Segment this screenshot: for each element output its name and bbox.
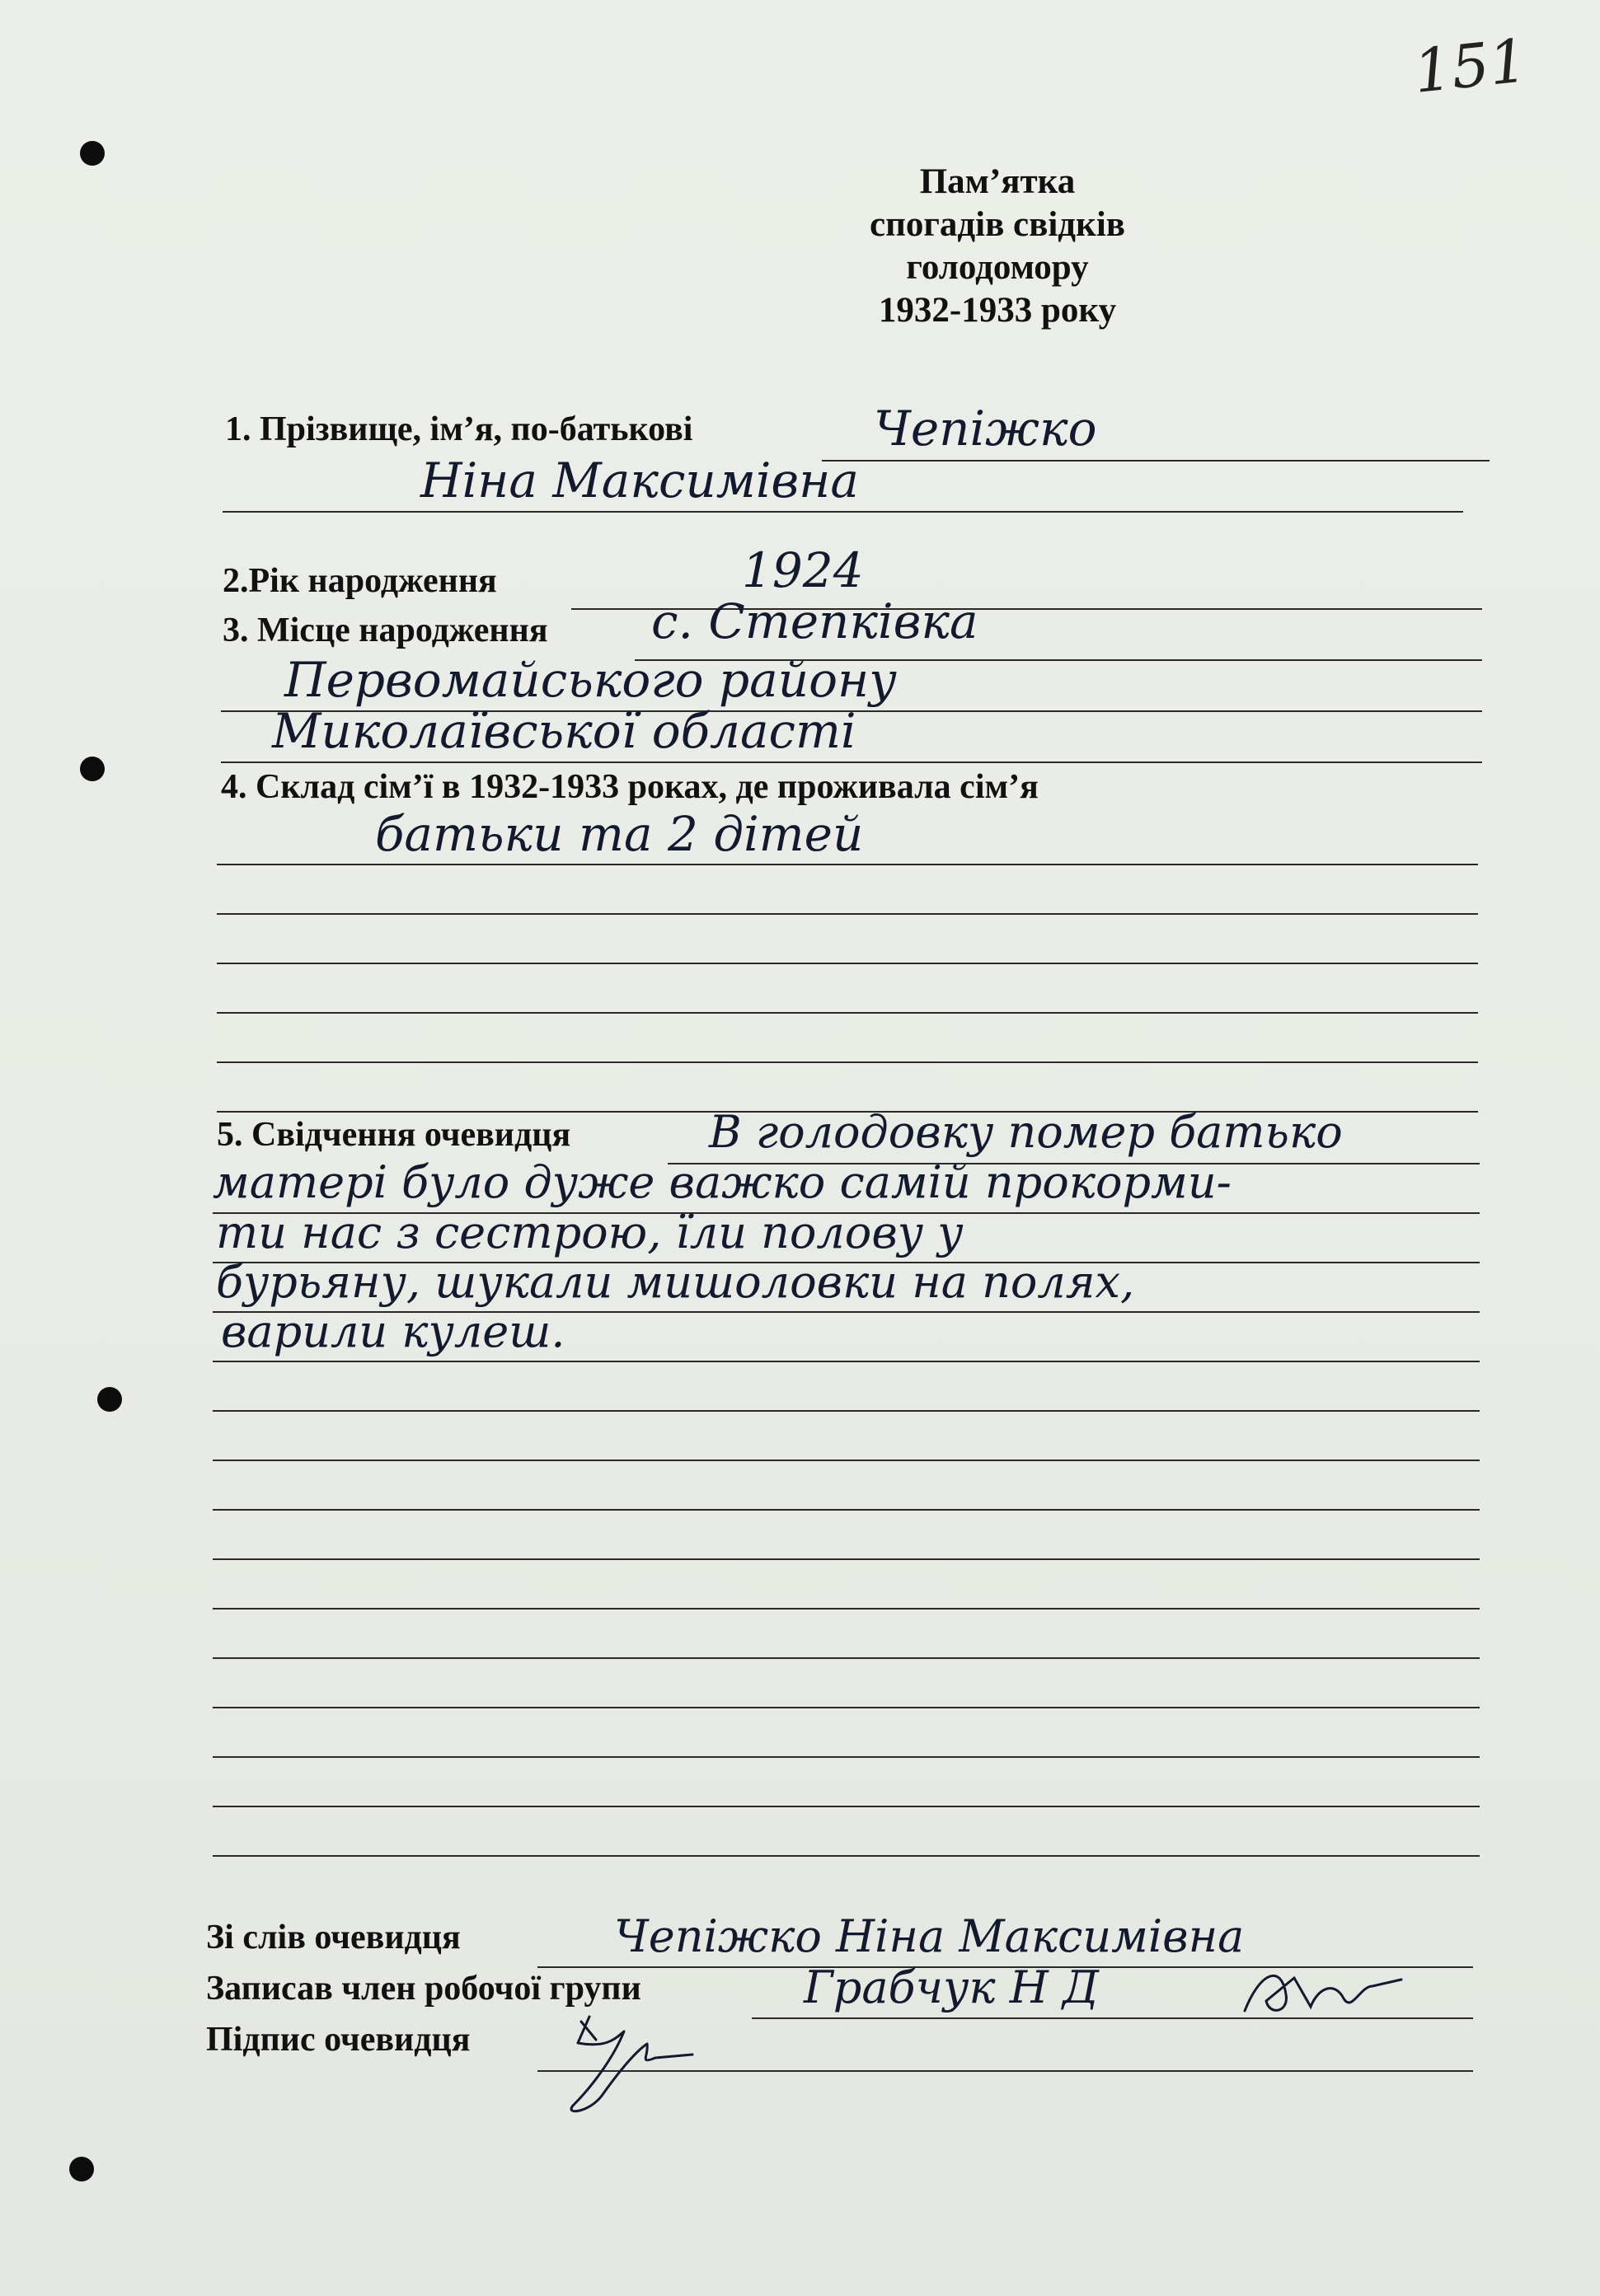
testimony-line-4-handwritten: бурьяну, шукали мишоловки на полях, — [216, 1256, 1135, 1308]
underline — [217, 1012, 1478, 1014]
underline — [217, 864, 1478, 865]
name-surname-handwritten: Чепіжко — [874, 401, 1097, 457]
archive-number: 151 — [1410, 26, 1531, 106]
underline — [217, 913, 1478, 915]
witness-words-label: Зі слів очевидця — [206, 1919, 461, 1956]
punch-hole — [80, 757, 105, 781]
birthplace-line-1-handwritten: с. Степківка — [651, 593, 978, 649]
testimony-line-1-handwritten: В голодовку помер батько — [709, 1106, 1343, 1158]
punch-hole — [97, 1387, 122, 1412]
document-heading — [791, 161, 1204, 332]
underline — [822, 460, 1490, 462]
family-handwritten: батьки та 2 дітей — [375, 806, 864, 862]
heading-line-2: спогадів свідків — [869, 205, 1125, 244]
heading-line-1: Пам’ятка — [919, 162, 1076, 201]
birthplace-line-3-handwritten: Миколаївської області — [272, 703, 856, 759]
underline — [217, 963, 1478, 964]
recorder-name-handwritten: Грабчук Н Д — [804, 1961, 1099, 2013]
witness-name-handwritten: Чепіжко Ніна Максимівна — [614, 1910, 1245, 1962]
testimony-label: 5. Свідчення очевидця — [217, 1116, 571, 1154]
birthplace-label: 3. Місце народження — [223, 611, 548, 649]
underline — [213, 1608, 1480, 1610]
family-label: 4. Склад сім’ї в 1932-1933 роках, де проживала сім’я — [221, 768, 1039, 806]
testimony-line-5-handwritten: варили кулеш. — [221, 1305, 565, 1357]
underline — [213, 1361, 1480, 1362]
underline — [221, 761, 1482, 763]
underline — [213, 1509, 1480, 1511]
name-label: 1. Прізвище, ім’я, по-батькові — [225, 410, 693, 448]
underline — [213, 1855, 1480, 1857]
heading-line-4: 1932-1933 року — [878, 291, 1117, 330]
recorder-label: Записав член робочої групи — [206, 1970, 641, 2008]
underline — [213, 1707, 1480, 1708]
recorder-signature-icon — [1236, 1961, 1418, 2023]
underline — [213, 1756, 1480, 1758]
underline — [213, 1558, 1480, 1560]
underline — [213, 1410, 1480, 1412]
birthplace-line-2-handwritten: Первомайського району — [284, 652, 897, 708]
witness-signature-icon — [556, 2007, 709, 2122]
testimony-line-2-handwritten: матері було дуже важко самій прокорми- — [213, 1156, 1232, 1208]
underline — [217, 1061, 1478, 1063]
birth-year-handwritten: 1924 — [742, 542, 864, 598]
signature-label: Підпис очевидця — [206, 2021, 471, 2059]
heading-line-3: голодомору — [906, 248, 1089, 287]
punch-hole — [69, 2157, 94, 2181]
underline — [223, 511, 1463, 513]
name-given-handwritten: Ніна Максимівна — [420, 452, 859, 508]
punch-hole — [80, 141, 105, 166]
testimony-line-3-handwritten: ти нас з сестрою, їли полову у — [216, 1207, 964, 1258]
underline — [213, 1806, 1480, 1807]
underline — [213, 1657, 1480, 1659]
underline — [213, 1460, 1480, 1461]
birth-year-label: 2.Рік народження — [223, 562, 497, 600]
